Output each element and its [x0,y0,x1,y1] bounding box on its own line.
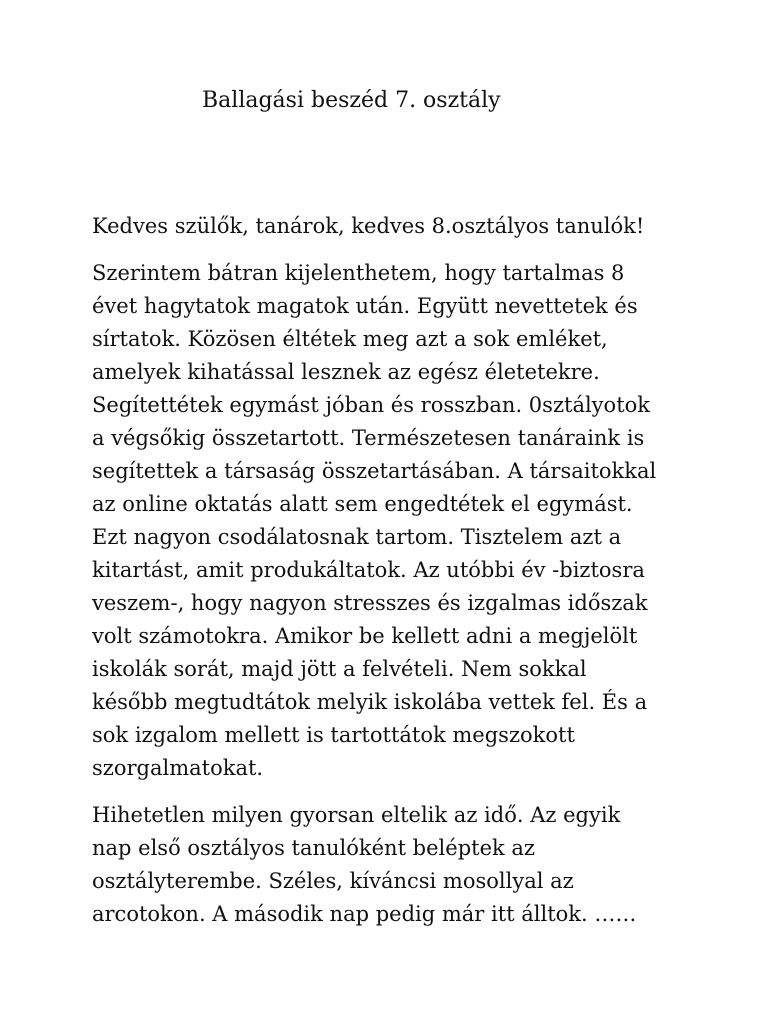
text-line: évet hagytatok magatok után. Együtt nevettetek és [92,294,638,318]
document-title: Ballagási beszéd 7. osztály [202,88,501,113]
text-line: nap első osztályos tanulóként beléptek az [92,836,535,860]
document-body [92,210,692,945]
text-line: Ezt nagyon csodálatosnak tartom. Tisztelem azt a [92,525,622,549]
text-line: sok izgalom mellett is tartottátok megszokott [92,723,575,747]
text-line: szorgalmatokat. [92,756,264,780]
text-line: Hihetetlen milyen gyorsan eltelik az idő. Az egyik [92,803,621,827]
text-line: a végsőkig összetartott. Természetesen tanáraink is [92,426,645,450]
text-line: amelyek kihatással lesznek az egész életetekre. [92,360,600,384]
greeting-paragraph [92,210,692,243]
text-line: volt számotokra. Amikor be kellett adni a megjelölt [92,624,638,648]
text-line: iskolák sorát, majd jött a felvételi. Nem sokkal [92,657,587,681]
text-line: osztályterembe. Széles, kíváncsi mosollyal az [92,869,574,893]
text-line: kitartást, amit produkáltatok. Az utóbbi év -biztosra [92,558,645,582]
body-paragraph-1 [92,257,692,785]
body-paragraph-2 [92,799,692,931]
text-line: veszem-, hogy nagyon stresszes és izgalmas időszak [92,591,648,615]
text-line: sírtatok. Közösen éltétek meg azt a sok emléket, [92,327,608,351]
text-line: arcotokon. A második nap pedig már itt álltok. …… [92,902,637,926]
text-line: Segítettétek egymást jóban és rosszban. 0sztályotok [92,393,650,417]
text-line: segítettek a társaság összetartásában. A társaitokkal [92,459,657,483]
text-line: Szerintem bátran kijelenthetem, hogy tartalmas 8 [92,261,625,285]
text-line: később megtudtátok melyik iskolába vettek fel. És a [92,690,648,714]
text-line: az online oktatás alatt sem engedtétek el egymást. [92,492,633,516]
greeting-line: Kedves szülők, tanárok, kedves 8.osztályos tanulók! [92,214,645,238]
